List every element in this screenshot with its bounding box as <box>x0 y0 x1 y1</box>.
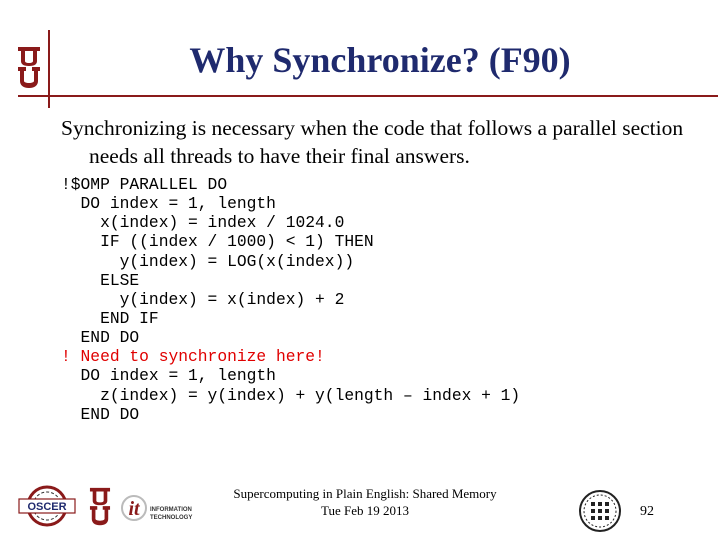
ncsi-logo-icon <box>578 489 622 533</box>
it-logo-text: it <box>128 498 140 520</box>
code-line: DO index = 1, length <box>61 194 276 214</box>
code-line: y(index) = x(index) + 2 <box>61 289 345 309</box>
ou-logo-icon <box>84 486 116 528</box>
code-line: DO index = 1, length <box>61 366 276 386</box>
title-horizontal-rule <box>18 95 718 97</box>
code-line: IF ((index / 1000) < 1) THEN <box>61 232 374 252</box>
code-line: END DO <box>61 404 140 424</box>
code-line: ELSE <box>61 270 140 290</box>
code-line: END DO <box>61 328 140 348</box>
oscer-logo-icon <box>14 484 80 528</box>
intro-paragraph: Synchronizing is necessary when the code that follows a parallel section needs all threads to have their final answers. <box>61 116 684 168</box>
footer-title: Supercomputing in Plain English: Shared Memory <box>233 486 497 501</box>
it-logo-icon <box>120 488 204 528</box>
code-line: x(index) = index / 1024.0 <box>61 213 345 233</box>
slide-title: Why Synchronize? (F90) <box>189 40 571 80</box>
code-block <box>61 175 520 424</box>
it-logo-subtext-2: TECHNOLOGY <box>150 515 193 521</box>
oscer-logo-text: OSCER <box>27 501 67 513</box>
code-line: y(index) = LOG(x(index)) <box>61 251 355 271</box>
page-number: 92 <box>640 504 654 519</box>
it-logo-subtext-1: INFORMATION <box>150 507 192 513</box>
code-comment-line: ! Need to synchronize here! <box>61 347 325 367</box>
footer-date: Tue Feb 19 2013 <box>320 503 409 518</box>
code-line: !$OMP PARALLEL DO <box>61 175 228 194</box>
code-line: z(index) = y(index) + y(length – index + 1) <box>61 385 521 405</box>
code-line: END IF <box>61 308 159 328</box>
footer <box>205 485 525 519</box>
ou-logo-icon <box>12 45 46 91</box>
